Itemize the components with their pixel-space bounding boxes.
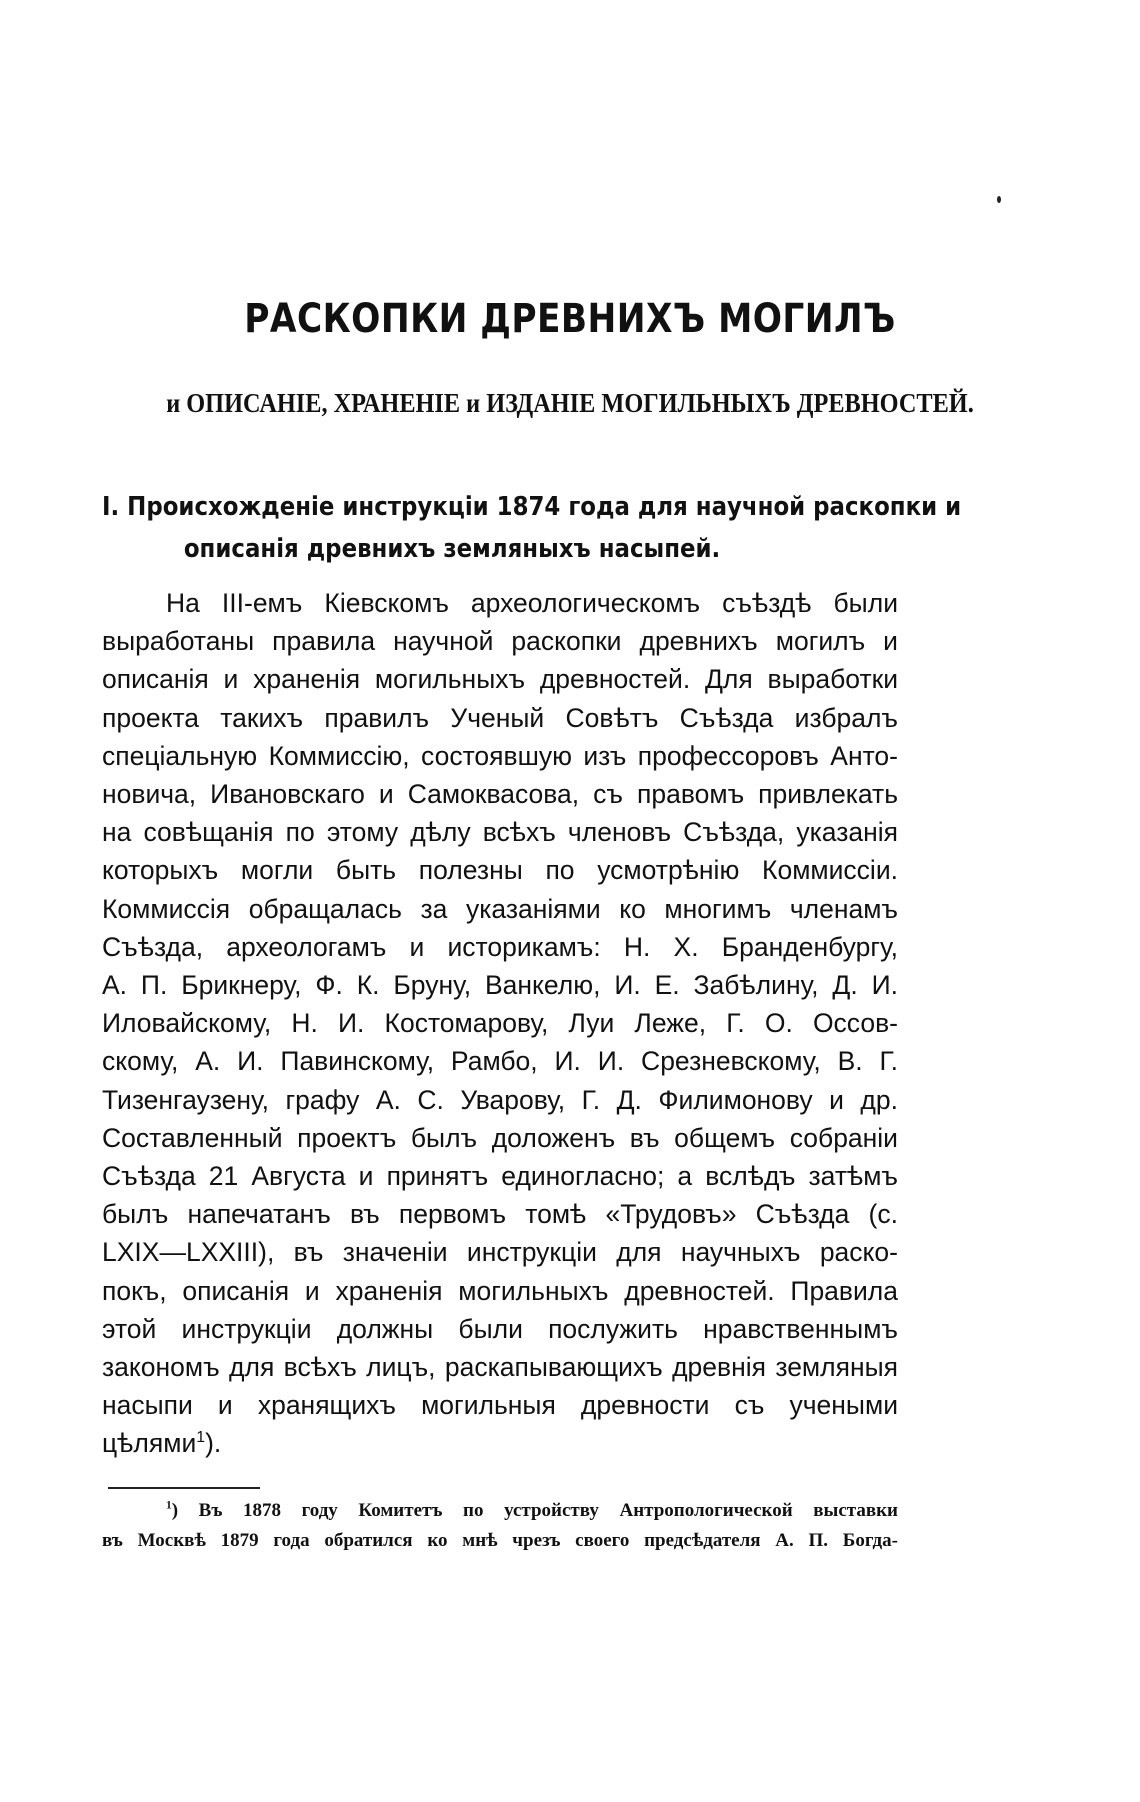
section-heading-line: описанія древнихъ земляныхъ насыпей. [183, 534, 721, 564]
body-line: На III-емъ Кіевскомъ археологическомъ съѣздѣ были [166, 588, 898, 618]
body-line: Съѣзда, археологамъ и историкамъ: Н. Х. Бранденбургу, [102, 931, 898, 962]
section-heading-line: I. Происхожденіе инструкціи 1874 года для научной раскопки и [102, 492, 962, 522]
body-line: скому, А. И. Павинскому, Рамбо, И. И. Срезневскому, В. Г. [102, 1046, 898, 1077]
body-line: выработаны правила научной раскопки древнихъ могилъ и [102, 626, 898, 657]
footnote-marker: 1 [166, 1499, 172, 1512]
page-subtitle: и ОПИСАНІЕ, ХРАНЕНІЕ и ИЗДАНІЕ МОГИЛЬНЫХЪ ДРЕВНОСТЕЙ. [166, 388, 974, 418]
body-line: насыпи и хранящихъ могильныя древности съ учеными [102, 1390, 898, 1421]
body-line: которыхъ могли быть полезны по усмотрѣнію Коммиссіи. [102, 855, 898, 886]
body-paragraph [102, 584, 898, 1463]
footnote-line: въ Москвѣ 1879 года обратился ко мнѣ чрезъ своего предсѣдателя А. П. Богда- [102, 1530, 898, 1551]
body-line-suffix: ). [205, 1428, 222, 1459]
body-line: Составленный проектъ былъ доложенъ въ общемъ собраніи [102, 1122, 898, 1153]
body-line: проекта такихъ правилъ Ученый Совѣтъ Съѣзда избралъ [102, 702, 898, 733]
body-line: этой инструкціи должны были послужить нравственнымъ [102, 1313, 898, 1344]
body-line: описанія и храненія могильныхъ древностей. Для выработки [102, 664, 898, 695]
page-title: РАСКОПКИ ДРЕВНИХЪ МОГИЛЪ [244, 296, 896, 342]
body-line: Коммиссія обращалась за указаніями ко многимъ членамъ [102, 893, 898, 924]
body-line: LXIX—LXXIII), въ значеніи инструкціи для научныхъ раско- [102, 1237, 898, 1268]
footnote-reference: 1 [196, 1429, 206, 1447]
body-line-last [102, 1424, 898, 1462]
print-speck [997, 196, 1001, 203]
body-line-text: цѣлями [102, 1428, 197, 1459]
body-line: Тизенгаузену, графу А. С. Уварову, Г. Д. Филимонову и др. [102, 1084, 898, 1115]
section-heading [102, 486, 962, 570]
footnote-line [102, 1496, 898, 1526]
body-line: Иловайскому, Н. И. Костомарову, Луи Леже, Г. О. Оссов- [102, 1008, 898, 1039]
body-line: новича, Ивановскаго и Самоквасова, съ правомъ привлекать [102, 779, 898, 810]
footnote-line-text: Въ 1878 году Комитетъ по устройству Антропологической выставки [198, 1500, 899, 1521]
body-line: А. П. Брикнеру, Ф. К. Бруну, Ванкелю, И. Е. Забѣлину, Д. И. [102, 970, 898, 1001]
body-line: на совѣщанія по этому дѣлу всѣхъ членовъ Съѣзда, указанія [102, 817, 898, 848]
body-line: спеціальную Коммиссію, состоявшую изъ профессоровъ Анто- [102, 740, 898, 771]
body-line: Съѣзда 21 Августа и принятъ единогласно; а вслѣдъ затѣмъ [102, 1161, 898, 1192]
footnote [102, 1496, 898, 1556]
footnote-divider [108, 1487, 260, 1489]
body-line: покъ, описанія и храненія могильныхъ древностей. Правила [102, 1275, 898, 1306]
footnote-marker-paren: ) [171, 1500, 199, 1521]
body-line: былъ напечатанъ въ первомъ томѣ «Трудовъ» Съѣзда (с. [102, 1199, 898, 1230]
body-line: закономъ для всѣхъ лицъ, раскапывающихъ древнія земляныя [102, 1352, 898, 1383]
